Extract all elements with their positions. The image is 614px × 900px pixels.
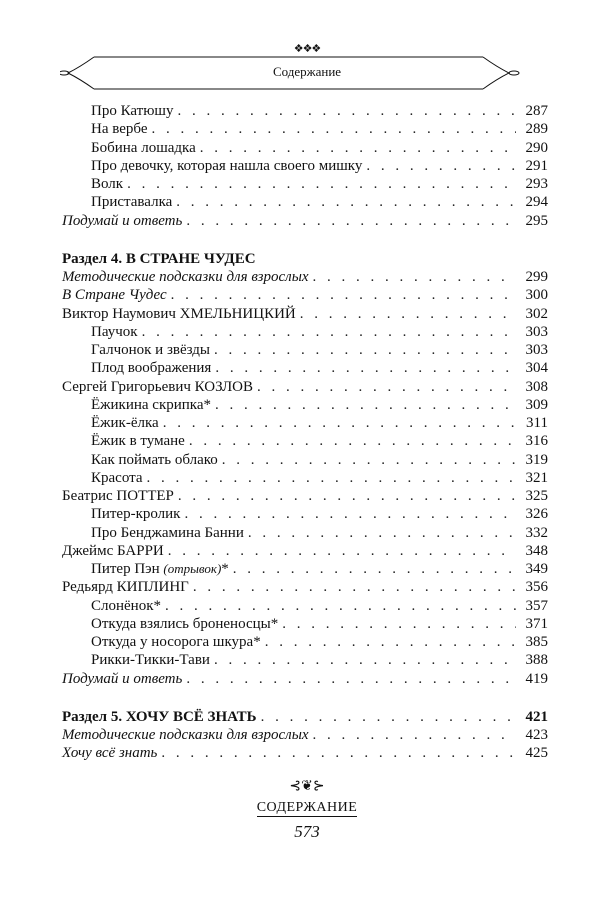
dot-leader xyxy=(214,651,516,669)
toc-entry-title xyxy=(91,451,218,469)
toc-entry-page: 348 xyxy=(525,542,548,559)
toc-entry-page: 423 xyxy=(525,727,548,743)
toc-entry-title-text: Приставалка xyxy=(91,194,173,211)
dot-leader xyxy=(313,726,516,744)
toc-entry-title xyxy=(62,578,189,596)
toc-entry-page: 371 xyxy=(525,615,548,632)
toc-entry-title-text: Беатрис ПОТТЕР xyxy=(62,488,174,504)
toc-entry-title xyxy=(91,323,138,341)
toc-entry xyxy=(62,524,548,542)
toc-entry-title-text: Подумай и ответь xyxy=(62,212,183,229)
toc-entry-title-text: Про Бенджамина Банни xyxy=(91,524,244,541)
toc-entry-title-text: Волк xyxy=(91,176,124,192)
toc-entry-page: 356 xyxy=(525,579,548,596)
toc-entry-title xyxy=(91,524,244,542)
toc-entry-title-text: Питер Пэн xyxy=(91,561,164,577)
toc-entry-page: 326 xyxy=(525,506,548,523)
dot-leader xyxy=(168,542,516,560)
toc-entry xyxy=(62,560,548,578)
dot-leader xyxy=(300,305,516,323)
toc-entry-title-text: Бобина лошадка xyxy=(91,139,196,156)
toc-entry xyxy=(62,396,548,414)
dot-leader xyxy=(200,139,516,157)
dot-leader xyxy=(184,505,516,523)
section-gap xyxy=(62,230,548,250)
toc-entry xyxy=(62,615,548,633)
toc-entry-title-text: В Стране Чудес xyxy=(62,287,167,304)
footer-title xyxy=(0,800,614,816)
toc-entry-title xyxy=(62,250,256,268)
toc-entry xyxy=(62,212,548,230)
toc-entry xyxy=(62,359,548,377)
toc-entry-title-text: Редьярд КИПЛИНГ xyxy=(62,579,189,596)
toc-entry xyxy=(62,193,548,211)
toc-entry-title xyxy=(62,305,296,323)
toc-entry xyxy=(62,175,548,193)
toc-entry-title-text: Виктор Наумович ХМЕЛЬНИЦКИЙ xyxy=(62,305,296,322)
toc-entry-title xyxy=(91,157,362,175)
dot-leader xyxy=(142,323,516,341)
toc-entry-title-text: Откуда взялись броненосцы* xyxy=(91,615,279,632)
dot-leader xyxy=(178,487,516,505)
dot-leader xyxy=(163,414,516,432)
toc-entry-title xyxy=(62,670,182,688)
toc-entry xyxy=(62,726,548,744)
toc-entry-page: 309 xyxy=(525,396,548,413)
dot-leader xyxy=(313,268,516,286)
toc-entry xyxy=(62,250,548,268)
toc-entry-page: 293 xyxy=(525,176,548,192)
dot-leader xyxy=(261,708,516,726)
toc-entry xyxy=(62,102,548,120)
dot-leader xyxy=(214,341,516,359)
dot-leader xyxy=(189,432,516,450)
toc-entry-title xyxy=(62,708,257,726)
toc-entry-title xyxy=(62,212,182,230)
table-of-contents xyxy=(62,102,548,763)
dot-leader xyxy=(186,212,516,230)
toc-entry-title xyxy=(91,341,210,359)
toc-entry-page: 385 xyxy=(525,634,548,650)
toc-entry-page: 357 xyxy=(525,597,548,614)
toc-entry-title xyxy=(62,542,164,560)
toc-entry-title-text: Методические подсказки для взрослых xyxy=(62,727,309,743)
section-gap xyxy=(62,688,548,708)
toc-entry-page: 294 xyxy=(525,194,548,211)
toc-entry-page: 332 xyxy=(525,524,548,541)
toc-entry-page: 308 xyxy=(525,378,548,395)
toc-entry-page: 419 xyxy=(525,670,548,687)
toc-entry xyxy=(62,268,548,286)
toc-entry xyxy=(62,323,548,341)
toc-entry xyxy=(62,744,548,762)
toc-entry-title-text: Методические подсказки для взрослых xyxy=(62,269,309,285)
toc-entry-title-text: Раздел 4. В СТРАНЕ ЧУДЕС xyxy=(62,250,256,267)
toc-entry-title xyxy=(91,505,180,523)
toc-entry-title xyxy=(91,102,173,120)
toc-entry-title-text: Ёжик в тумане xyxy=(91,433,185,450)
toc-entry-title xyxy=(91,615,278,633)
footer-ornament: ⊰❦⊱ xyxy=(289,778,325,794)
toc-entry-title xyxy=(62,378,253,396)
toc-entry xyxy=(62,651,548,669)
toc-entry xyxy=(62,633,548,651)
toc-entry xyxy=(62,451,548,469)
dot-leader xyxy=(186,670,516,688)
toc-entry-title-text: Ёжикина скрипка* xyxy=(91,396,212,413)
toc-entry-title-text: Как поймать облако xyxy=(91,451,218,468)
toc-entry-page: 388 xyxy=(525,652,548,669)
toc-entry xyxy=(62,505,548,523)
toc-entry-page: 299 xyxy=(525,269,548,285)
toc-entry-title-text: Слонёнок* xyxy=(91,597,161,614)
toc-entry-page: 321 xyxy=(525,469,548,486)
toc-entry-title xyxy=(62,268,309,286)
dot-leader xyxy=(147,469,516,487)
toc-entry xyxy=(62,414,548,432)
page-number: 573 xyxy=(294,822,320,841)
toc-entry-title-text: Откуда у носорога шкура* xyxy=(91,634,261,650)
toc-entry-title xyxy=(62,726,309,744)
toc-entry-page: 311 xyxy=(526,415,548,431)
toc-entry-title-text: На вербе xyxy=(91,121,148,138)
dot-leader xyxy=(151,120,516,138)
toc-entry-page: 303 xyxy=(525,323,548,340)
toc-entry-title xyxy=(91,414,159,432)
toc-entry-title xyxy=(91,633,261,651)
toc-entry xyxy=(62,597,548,615)
toc-entry xyxy=(62,139,548,157)
toc-entry-page: 300 xyxy=(525,287,548,304)
toc-entry xyxy=(62,286,548,304)
toc-entry-page: 290 xyxy=(525,139,548,156)
toc-entry-title xyxy=(91,139,196,157)
toc-entry-title-text: Про Катюшу xyxy=(91,103,174,119)
toc-entry-title xyxy=(91,560,229,578)
toc-entry xyxy=(62,487,548,505)
toc-entry-title xyxy=(91,193,172,211)
running-header-title: Содержание xyxy=(272,64,342,79)
dot-leader xyxy=(176,193,516,211)
dot-leader xyxy=(193,578,516,596)
dot-leader xyxy=(215,359,516,377)
toc-entry-title-text: Плод воображения xyxy=(91,360,212,377)
toc-entry-title-text: Питер-кролик xyxy=(91,506,181,523)
dot-leader xyxy=(222,451,516,469)
dot-leader xyxy=(265,633,516,651)
toc-entry xyxy=(62,670,548,688)
toc-entry xyxy=(62,378,548,396)
toc-entry-page: 291 xyxy=(525,157,548,174)
toc-entry xyxy=(62,578,548,596)
header-ornament: ❖❖❖ xyxy=(293,42,321,55)
toc-entry-title-text: Ёжик-ёлка xyxy=(91,415,159,431)
dot-leader xyxy=(248,524,516,542)
toc-entry-title xyxy=(91,175,123,193)
toc-entry-title-text: Про девочку, которая нашла своего мишку xyxy=(91,157,363,174)
footer-title-text: СОДЕРЖАНИЕ xyxy=(256,800,358,815)
toc-entry xyxy=(62,708,548,726)
toc-entry-page: 304 xyxy=(525,360,548,377)
toc-entry xyxy=(62,305,548,323)
toc-entry-title xyxy=(91,469,143,487)
toc-entry-title xyxy=(91,597,161,615)
toc-entry-title-text: Рикки-Тикки-Тави xyxy=(91,652,210,669)
toc-entry-title-text: Раздел 5. ХОЧУ ВСЁ ЗНАТЬ xyxy=(62,708,257,725)
toc-entry-title-text: Галчонок и звёзды xyxy=(91,342,210,358)
toc-entry-title-text: Паучок xyxy=(91,323,138,340)
toc-entry-page: 319 xyxy=(525,451,548,468)
toc-entry-page: 302 xyxy=(525,305,548,322)
toc-entry-page: 289 xyxy=(525,121,548,138)
toc-entry xyxy=(62,432,548,450)
toc-entry-title xyxy=(62,286,167,304)
toc-entry xyxy=(62,542,548,560)
toc-entry-page: 287 xyxy=(525,103,548,119)
toc-entry-page: 425 xyxy=(525,745,548,762)
toc-entry xyxy=(62,469,548,487)
dot-leader xyxy=(161,744,516,762)
dot-leader xyxy=(366,157,516,175)
dot-leader xyxy=(282,615,516,633)
toc-entry-title-text: Красота xyxy=(91,469,143,486)
toc-entry-title xyxy=(91,651,210,669)
toc-entry-note: (отрывок) xyxy=(163,561,222,576)
toc-entry-page: 325 xyxy=(525,488,548,504)
toc-entry-title-text: Джеймс БАРРИ xyxy=(62,542,164,559)
toc-entry-page: 349 xyxy=(525,561,548,577)
toc-entry-page: 421 xyxy=(525,708,548,725)
toc-entry-asterisk: * xyxy=(221,561,229,577)
toc-entry-title-text: Сергей Григорьевич КОЗЛОВ xyxy=(62,378,254,395)
toc-entry xyxy=(62,120,548,138)
dot-leader xyxy=(127,175,516,193)
toc-entry-title xyxy=(91,359,211,377)
toc-entry-title xyxy=(91,396,211,414)
toc-entry-page: 295 xyxy=(525,212,548,229)
toc-entry-title-text: Хочу всё знать xyxy=(62,745,158,762)
toc-entry-title-text: Подумай и ответь xyxy=(62,670,183,687)
dot-leader xyxy=(233,560,516,578)
toc-entry xyxy=(62,341,548,359)
dot-leader xyxy=(177,102,516,120)
dot-leader xyxy=(257,378,516,396)
toc-entry-title xyxy=(91,120,147,138)
dot-leader xyxy=(165,597,516,615)
dot-leader xyxy=(215,396,516,414)
toc-entry-title xyxy=(62,487,174,505)
toc-entry xyxy=(62,157,548,175)
dot-leader xyxy=(171,286,516,304)
toc-entry-page: 316 xyxy=(525,433,548,450)
toc-entry-page: 303 xyxy=(525,342,548,358)
toc-entry-title xyxy=(62,744,157,762)
toc-entry-title xyxy=(91,432,185,450)
